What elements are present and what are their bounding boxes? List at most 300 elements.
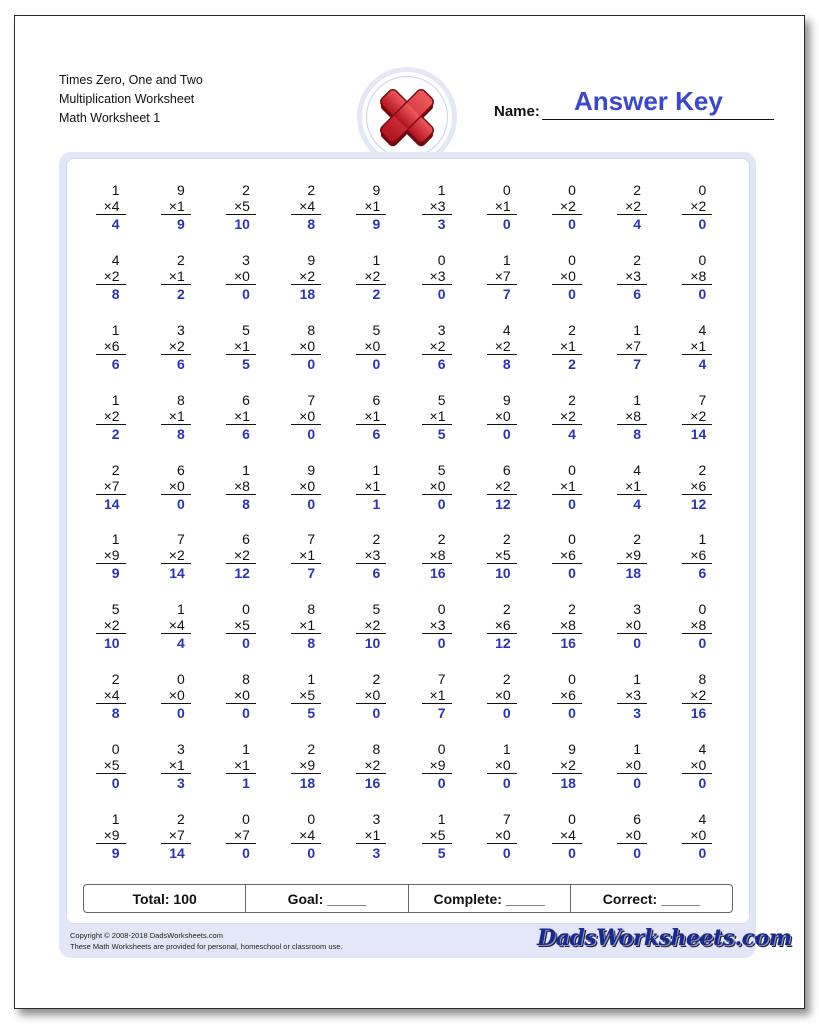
multiplicand: 0 [242,811,250,828]
multiplier: ×5 [96,757,126,774]
multiplicand: 1 [111,321,120,338]
problem [404,601,469,671]
multiplicand: 1 [111,182,120,198]
times-sign: × [168,198,177,214]
times-sign: × [494,407,503,424]
times-sign: × [233,477,243,494]
multiplicand: 5 [111,601,120,618]
answer: 0 [307,425,316,442]
problem [404,392,469,462]
times-sign: × [299,198,308,214]
multiplier: ×9 [96,827,126,844]
multiplicand: 4 [633,461,642,478]
times-sign: × [168,407,177,424]
name-label: Name: [494,103,540,120]
multiplicand: 0 [242,601,250,618]
problem [600,462,665,532]
times-sign: × [103,198,112,214]
multiplier: ×3 [422,198,452,215]
problem [274,531,339,601]
multiplier: ×0 [291,408,321,425]
multiplier: ×7 [487,268,517,285]
times-sign: × [625,407,634,424]
problem [600,252,665,322]
multiplicand: 1 [437,182,446,198]
problem [78,252,143,322]
problem [534,182,599,252]
multiplicand: 0 [437,601,446,618]
answer: 0 [568,845,576,862]
multiplier: ×6 [682,478,712,495]
times-sign: × [559,198,569,214]
times-sign: × [168,827,177,844]
multiplicand: 9 [176,182,185,198]
problem-row [78,741,730,811]
goal-cell[interactable]: Goal: _____ [246,885,408,912]
times-sign: × [690,267,699,284]
answer: 12 [495,635,511,652]
problem [339,252,404,322]
times-sign: × [559,687,569,704]
multiplicand: 3 [176,741,185,758]
multiplier: ×0 [226,268,256,285]
times-sign: × [494,617,503,634]
problem [274,252,339,322]
problem [339,671,404,741]
times-sign: × [494,687,503,704]
answer: 8 [242,495,250,512]
times-sign: × [690,757,699,774]
problem [208,392,273,462]
problem [143,182,208,252]
answer: 3 [372,845,381,862]
times-sign: × [233,827,243,844]
answer: 0 [502,775,511,792]
multiplicand: 1 [307,671,316,688]
problem [534,531,599,601]
multiplicand: 4 [698,741,707,758]
name-field[interactable] [494,86,774,122]
times-sign: × [690,687,699,704]
answer: 0 [502,705,511,722]
problem [143,671,208,741]
multiplier: ×4 [96,198,126,215]
multiplier: ×0 [552,268,582,285]
multiplier: ×2 [291,268,321,285]
multiplicand: 2 [111,671,120,688]
problem [469,392,534,462]
answer: 8 [176,425,185,442]
answer: 0 [633,775,642,792]
multiplier: ×2 [487,338,517,355]
times-sign: × [299,757,308,774]
times-sign: × [429,337,438,354]
multiplicand: 6 [633,811,642,828]
answer: 12 [495,495,511,512]
problem [208,741,273,811]
answer: 0 [568,285,576,302]
answer: 0 [176,495,185,512]
answer: 4 [633,216,642,232]
times-sign: × [364,407,373,424]
worksheet-titles [59,71,203,128]
multiplier: ×1 [356,827,386,844]
answer: 5 [437,425,446,442]
multiplicand: 4 [698,811,707,828]
multiplicand: 2 [176,251,185,268]
multiplier: ×2 [682,408,712,425]
red-x-icon [371,81,443,153]
answer: 0 [437,635,446,652]
problem [274,392,339,462]
multiplicand: 4 [111,251,120,268]
problem [469,182,534,252]
times-sign: × [494,337,503,354]
multiplicand: 1 [698,531,707,548]
times-sign: × [559,337,569,354]
answer: 0 [307,355,316,372]
problem [665,741,730,811]
multiplier: ×7 [96,478,126,495]
complete-cell[interactable]: Complete: _____ [409,885,571,912]
multiplier: ×5 [226,198,256,215]
problem [339,182,404,252]
multiplicand: 1 [437,811,446,828]
multiplier: ×0 [487,757,517,774]
problem [665,322,730,392]
problem [600,741,665,811]
multiplier: ×9 [422,757,452,774]
times-sign: × [494,547,503,564]
problem [534,601,599,671]
answer: 2 [176,285,185,302]
times-sign: × [690,477,699,494]
times-sign: × [103,827,112,844]
multiplicand: 0 [568,461,576,478]
multiplicand: 2 [437,531,446,548]
answer: 9 [176,216,185,232]
problem [404,322,469,392]
multiplier: ×0 [487,827,517,844]
multiplier: ×8 [226,478,256,495]
answer: 0 [698,635,707,652]
problem-row [78,671,730,741]
multiplier: ×1 [422,408,452,425]
answer: 0 [437,495,446,512]
problem [78,741,143,811]
answer: 7 [502,285,511,302]
answer: 12 [234,565,250,582]
problem [469,252,534,322]
answer: 0 [372,355,381,372]
problem [274,182,339,252]
multiplicand: 9 [307,461,316,478]
problem [78,392,143,462]
answer: 14 [169,845,185,862]
problem [143,811,208,881]
answer: 0 [437,285,446,302]
multiplier: ×1 [356,198,386,215]
problem-row [78,601,730,671]
times-sign: × [364,198,373,214]
multiplicand: 2 [633,182,642,198]
multiplicand: 4 [698,321,707,338]
multiplicand: 1 [176,601,185,618]
copyright-notice [70,930,343,952]
answer: 8 [111,705,120,722]
multiplicand: 1 [633,321,642,338]
answer: 5 [242,355,250,372]
problem [665,531,730,601]
answer: 4 [176,635,185,652]
times-sign: × [364,547,373,564]
total-cell: Total: 100 [84,885,246,912]
answer: 9 [111,845,120,862]
answer: 0 [698,285,707,302]
times-sign: × [625,757,634,774]
answer: 2 [111,425,120,442]
answer: 0 [568,565,576,582]
times-sign: × [625,547,634,564]
multiplicand: 0 [437,741,446,758]
problem [143,252,208,322]
multiplier: ×2 [96,617,126,634]
answer: 4 [568,425,576,442]
times-sign: × [364,337,373,354]
multiplicand: 7 [698,391,707,408]
multiplicand: 1 [502,251,511,268]
answer: 0 [698,845,707,862]
multiplier: ×4 [291,827,321,844]
answer: 8 [633,425,642,442]
times-sign: × [103,407,112,424]
multiplier: ×0 [487,687,517,704]
multiplier: ×0 [487,408,517,425]
multiplier: ×1 [226,408,256,425]
multiplicand: 5 [372,321,381,338]
multiplicand: 1 [633,671,642,688]
answer: 0 [568,216,576,232]
multiplier: ×8 [422,547,452,564]
times-sign: × [429,407,438,424]
times-sign: × [690,617,699,634]
multiplier: ×0 [161,478,191,495]
multiplicand: 1 [372,251,381,268]
multiplicand: 2 [633,531,642,548]
problem [339,741,404,811]
multiplier: ×2 [617,198,647,215]
multiplicand: 1 [372,461,381,478]
multiplicand: 1 [111,391,120,408]
multiplier: ×2 [682,687,712,704]
times-sign: × [103,547,112,564]
answer: 7 [437,705,446,722]
times-sign: × [429,477,438,494]
multiplicand: 9 [568,741,576,758]
times-sign: × [299,477,308,494]
problem [143,462,208,532]
answer: 14 [169,565,185,582]
answer: 0 [633,845,642,862]
multiplier: ×6 [682,547,712,564]
multiplier: ×9 [96,547,126,564]
answer: 10 [364,635,381,652]
multiplicand: 2 [111,461,120,478]
answer: 18 [560,775,576,792]
multiplier: ×0 [682,757,712,774]
answer: 3 [176,775,185,792]
times-sign: × [429,267,438,284]
multiplicand: 6 [242,531,250,548]
multiplier: ×2 [226,547,256,564]
multiplier: ×2 [96,408,126,425]
problem [600,531,665,601]
multiplier: ×0 [617,827,647,844]
times-sign: × [559,407,569,424]
times-sign: × [559,547,569,564]
problem [534,741,599,811]
times-sign: × [625,337,634,354]
multiplier: ×1 [487,198,517,215]
times-sign: × [690,337,699,354]
problem-grid [78,182,730,881]
answer: 9 [372,216,381,232]
multiplier: ×3 [617,687,647,704]
multiplier: ×2 [487,478,517,495]
times-sign: × [429,687,438,704]
problem [404,741,469,811]
problem [208,462,273,532]
multiplier: ×5 [226,617,256,634]
problem [274,741,339,811]
multiplier: ×1 [226,338,256,355]
times-sign: × [233,337,243,354]
problem [534,671,599,741]
problem [274,322,339,392]
problem [78,182,143,252]
multiplier: ×4 [552,827,582,844]
answer: 14 [690,425,707,442]
problem [665,392,730,462]
multiplicand: 0 [698,601,707,618]
times-sign: × [168,337,177,354]
multiplicand: 9 [502,391,511,408]
answer: 10 [104,635,120,652]
problem [339,531,404,601]
times-sign: × [299,827,308,844]
multiplier: ×0 [291,478,321,495]
problem [274,811,339,881]
multiplier: ×7 [226,827,256,844]
multiplier: ×9 [617,547,647,564]
multiplicand: 1 [633,391,642,408]
times-sign: × [625,827,634,844]
problem [78,322,143,392]
problem [208,531,273,601]
times-sign: × [103,267,112,284]
answer: 4 [633,495,642,512]
problem [339,392,404,462]
multiplier: ×4 [291,198,321,215]
problem [665,601,730,671]
times-sign: × [559,477,569,494]
answer: 0 [502,845,511,862]
times-sign: × [168,547,177,564]
answer: 16 [364,775,381,792]
times-sign: × [233,757,243,774]
multiplicand: 0 [568,251,576,268]
multiplier: ×8 [617,408,647,425]
multiplier: ×8 [682,268,712,285]
answer: 7 [307,565,316,582]
answer: 6 [698,565,707,582]
multiplicand: 3 [437,321,446,338]
multiplicand: 7 [502,811,511,828]
problem [274,462,339,532]
times-sign: × [168,267,177,284]
problem [600,671,665,741]
multiplier: ×3 [422,268,452,285]
times-sign: × [103,617,112,634]
answer: 12 [690,495,707,512]
problem [339,601,404,671]
correct-cell[interactable]: Correct: _____ [602,890,701,907]
multiplicand: 0 [568,811,576,828]
multiplier: ×1 [682,338,712,355]
times-sign: × [103,687,112,704]
multiplier: ×7 [617,338,647,355]
problem [665,811,730,881]
problem [665,462,730,532]
multiplicand: 0 [568,531,576,548]
multiplier: ×0 [356,338,386,355]
times-sign: × [494,267,503,284]
times-sign: × [233,267,243,284]
multiplier: ×5 [291,687,321,704]
multiplicand: 2 [176,811,185,828]
multiplier: ×9 [291,757,321,774]
times-sign: × [299,337,308,354]
times-sign: × [690,827,699,844]
multiplier: ×5 [422,827,452,844]
problem [534,392,599,462]
answer: 9 [111,565,120,582]
problem [404,182,469,252]
multiplier: ×1 [161,268,191,285]
multiplicand: 0 [568,671,576,688]
problem-row [78,182,730,252]
multiplicand: 8 [698,671,707,688]
problem [534,252,599,322]
multiplier: ×7 [161,827,191,844]
dadsworksheets-logo: DadsWorksheets.com [537,925,792,951]
times-sign: × [233,198,243,214]
times-sign: × [625,267,634,284]
worksheet-title-line: Multiplication Worksheet [59,92,195,106]
problem-row [78,811,730,881]
answer: 8 [307,635,316,652]
answer: 3 [437,216,446,232]
problem [469,462,534,532]
multiplier: ×2 [356,757,386,774]
problem [534,811,599,881]
times-sign: × [625,198,634,214]
times-sign: × [364,687,373,704]
answer: 0 [633,635,642,652]
multiplier: ×1 [161,408,191,425]
problem [404,531,469,601]
problem [534,322,599,392]
